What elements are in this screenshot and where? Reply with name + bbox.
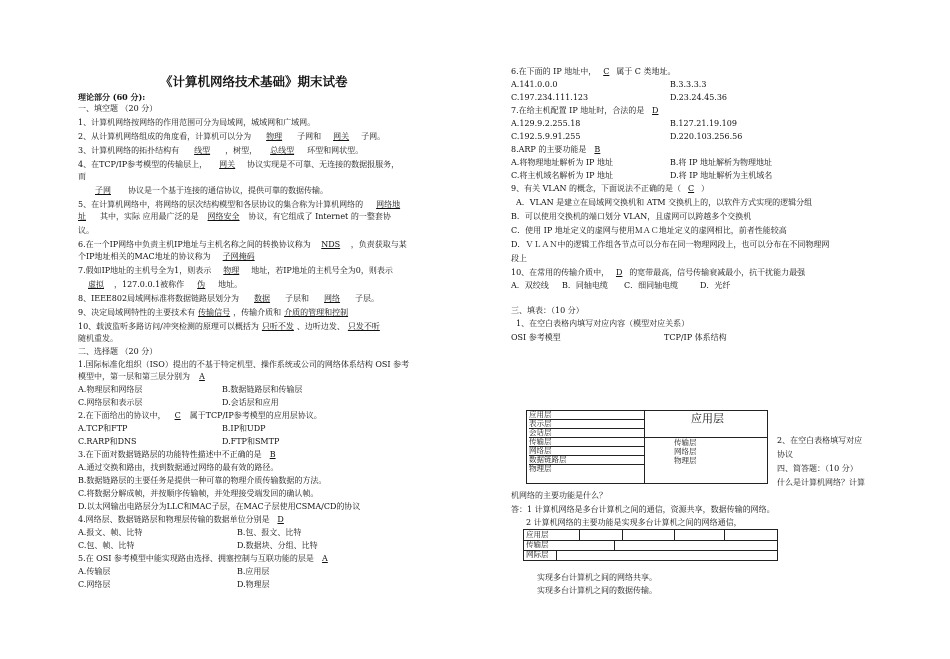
s2-q5-ans: A [322, 554, 328, 563]
s1-q6-ans2: 子网掩码 [222, 252, 255, 261]
r-q9-opt-a: A．VLAN 是建立在局域网交换机和 ATM 交换机上的，以软件方式实现的逻辑分组 [516, 198, 813, 207]
osi-layer-physical: 物理层 [529, 464, 552, 473]
s1-q9-text2: ，传输介质和 [233, 308, 282, 317]
tcpip-label: TCP/IP 体系结构 [664, 333, 727, 342]
s1-q5-zhi: 址 [78, 212, 86, 221]
tcp-layer-transport: 传输层 [674, 438, 697, 447]
r-q10-ans: D [615, 268, 623, 277]
s1-q4-text: 4、在TCP/IP参考模型的传输层上， [78, 160, 208, 169]
s1-q10-ans1: 只听不发 [261, 322, 294, 331]
s2-q3-opt-a: A.通过交换和路由，找到数据通过网络的最有效的路径。 [78, 463, 279, 472]
r-q7-opt-d: D.220.103.256.56 [670, 132, 743, 141]
s4-ans4: 实现多台计算机之间的数据传输。 [537, 586, 657, 595]
s1-q5-text3: 协议，有它组成了 Internet 的一整套协 [248, 212, 391, 221]
s1-q4-ans1: 网关 [219, 160, 236, 169]
r-q8-text: 8.ARP 的主要功能是 [511, 145, 587, 154]
s2-q4 [78, 515, 292, 525]
s1-q7-line2 [78, 280, 242, 290]
s1-q8-text3: 子层。 [355, 294, 380, 303]
s1-q3-ans2: 总线型 [270, 146, 295, 155]
s1-q8-ans1: 数据 [254, 294, 271, 303]
s2-q1-opt-a: A.物理层和网络层 [78, 385, 143, 394]
s1-q6-text3: 个IP地址相关的MAC地址的协议称为 [78, 252, 211, 261]
tcp-layer-network: 网络层 [674, 447, 697, 456]
s1-q7-text3: ，127.0.0.1被称作 [114, 280, 185, 289]
s4-q1b: 机网络的主要功能是什么？ [511, 491, 607, 500]
s2-q2 [78, 411, 322, 421]
page-title: 《计算机网络技术基础》期末试卷 [160, 74, 348, 89]
s1-q5-text: 5、在计算机网络中，将网络的层次结构模型和各层协议的集合称为计算机网络的 [78, 200, 364, 209]
section4-heading: 四、简答题：（10 分） [777, 464, 858, 473]
s1-q9-text: 9、决定局域网特性的主要技术有 [78, 308, 196, 317]
r-q6-text2: 属于 C 类地址。 [616, 67, 676, 76]
s1-line1: 1、计算机网络按网络的作用范围可分为局域网，城域网和广域网。 [78, 118, 316, 127]
s2-q1-opt-c: C.网络层和表示层 [78, 398, 143, 407]
s1-q8-ans2: 网络 [324, 294, 341, 303]
osi-layer-application: 应用层 [529, 411, 644, 420]
s1-q7-ans3: 伪 [197, 280, 206, 289]
s1-q4 [78, 160, 399, 170]
s2-q1-ans: A [199, 372, 205, 381]
s1-q2-text: 2、从计算机网络组成的角度看，计算机可以分为 [78, 132, 252, 141]
section1-heading: 一、填空题 （20 分） [78, 104, 158, 113]
s1-q2-ans2: 网关 [333, 132, 350, 141]
s1-q8-text: 8、IEEE802局域网标准将数据链路层划分为 [78, 294, 240, 303]
s1-q7 [78, 266, 393, 276]
s1-q4-ans2: 子网 [95, 186, 111, 195]
protocol-table [523, 529, 778, 561]
r-q9-text2: ） [701, 184, 710, 193]
r-q7-opt-c: C.192.5.9.91.255 [511, 132, 581, 141]
proto-row-internet: 网际层 [526, 550, 549, 559]
s1-q3-text: 3、计算机网络的拓扑结构有 [78, 146, 180, 155]
s1-q6-line2 [78, 252, 267, 262]
s1-q5 [78, 200, 413, 210]
r-q10-text2: 的宽带最高，信号传输衰减最小，抗干扰能力最强 [629, 268, 806, 277]
s3-q2-line1: 2、在空白表格填写对应 [777, 436, 863, 445]
s2-q4-opt-b: B.包、报文、比特 [237, 528, 302, 537]
s1-q3 [78, 146, 363, 156]
s2-q2-text2: 属于TCP/IP参考模型的应用层协议。 [189, 411, 322, 420]
s1-q3-ans1: 线型 [194, 146, 211, 155]
r-q6-opt-a: A.141.0.0.0 [511, 80, 558, 89]
r-q8 [511, 145, 608, 155]
s1-q5-line2 [78, 212, 391, 222]
s1-q7-text2: 地址，若IP地址的主机号全为0，则表示 [251, 266, 393, 275]
s2-q4-opt-a: A.报文、帧、比特 [78, 528, 143, 537]
s2-q4-ans: D [277, 515, 284, 524]
s1-q4-line2 [78, 186, 328, 196]
osi-layer-presentation: 表示层 [529, 420, 644, 429]
s4-ans1: 答：1 计算机网络是多台计算机之间的通信，资源共享，数据传输的网络。 [511, 505, 775, 514]
s2-q4-opt-d: D.数据块、分组、比特 [237, 541, 318, 550]
osi-layer-transport: 传输层 [529, 438, 644, 447]
s3-q2-line2: 协议 [777, 450, 793, 459]
r-q10 [511, 268, 805, 278]
r-q10-opt-a: A．双绞线 [511, 281, 549, 290]
s1-q10-text2: 、边听边发、 [296, 322, 345, 331]
s2-q5-opt-d: D.物理层 [237, 580, 270, 589]
section3-heading: 三、填表：（10 分） [511, 306, 584, 315]
r-q9-opt-c: C．使用 IP 地址定义的虚网与使用ＭＡＣ地址定义的虚网相比，前者性能较高 [511, 226, 787, 235]
r-q9-opt-b: B．可以使用交换机的端口划分 VLAN，且虚网可以跨越多个交换机 [511, 212, 752, 221]
s1-q4-er: 而 [78, 172, 86, 181]
s1-q10-text: 10、载波监听多路访问/冲突检测的原理可以概括为 [78, 322, 259, 331]
s2-q3-opt-c: C.将数据分解成帧，并按顺序传输帧，并处理接受端发回的确认帧。 [78, 489, 319, 498]
s2-q3-opt-b: B.数据链路层的主要任务是提供一种可靠的物理介质传输数据的方法。 [78, 476, 327, 485]
s1-q7-text4: 地址。 [218, 280, 243, 289]
s2-q2-opt-c: C.RARP和DNS [78, 437, 137, 446]
s2-q5-text: 5.在 OSI 参考模型中能实现路由选择、拥塞控制与互联功能的层是 [78, 554, 314, 563]
osi-model-label: OSI 参考模型 [511, 333, 561, 342]
s2-q5-opt-a: A.传输层 [78, 567, 111, 576]
s2-q5-opt-b: B.应用层 [237, 567, 270, 576]
r-q8-opt-a: A.将物理地址解析为 IP 地址 [511, 158, 613, 167]
s1-q9-ans2: 介质的管理和控制 [284, 308, 349, 317]
osi-layer-session: 会话层 [529, 429, 644, 438]
r-q7-opt-a: A.129.9.2.255.18 [511, 119, 581, 128]
r-q7-text: 7.在给主机配置 IP 地址时，合法的是 [511, 106, 645, 115]
r-q6-text: 6.在下面的 IP 地址中， [511, 67, 597, 76]
s2-q2-opt-d: D.FTP和SMTP [222, 437, 280, 446]
s1-q8 [78, 294, 379, 304]
s1-q6-ans1: NDS [321, 240, 341, 249]
s1-q7-ans1: 物理 [223, 266, 240, 275]
osi-layer-datalink: 数据链路层 [529, 456, 644, 465]
r-q6 [511, 67, 675, 77]
s1-q4-text2: 协议实现是不可靠、无连接的数据报服务， [247, 160, 400, 169]
s1-q5-ans1: 网络地 [376, 200, 401, 209]
r-q9-text: 9、有关 VLAN 的概念，下面说法不正确的是（ [511, 184, 682, 193]
s1-q6-text: 6.在一个IP网络中负责主机IP地址与主机名称之间的转换协议称为 [78, 240, 311, 249]
s2-q4-opt-c: C.包、帧、比特 [78, 541, 135, 550]
tcp-layer-application: 应用层 [691, 412, 724, 425]
osi-table [526, 410, 768, 484]
r-q9-opt-d2: 段上 [511, 254, 527, 263]
s2-q3 [78, 450, 284, 460]
s2-q5 [78, 554, 336, 564]
theory-heading: 理论部分 (60 分): [78, 92, 146, 102]
s4-ans2: 2 计算机网络的主要功能是实现多台计算机之间的网络通信， [526, 518, 742, 527]
s2-q1-opt-b: B.数据链路层和传输层 [222, 385, 303, 394]
s1-q2-suffix1: 子网和 [297, 132, 322, 141]
s2-q5-opt-c: C.网络层 [78, 580, 111, 589]
s1-q4-text3: 协议是一个基于连接的通信协议，提供可靠的数据传输。 [128, 186, 328, 195]
s1-q3-suffix: 环型和网状型。 [307, 146, 364, 155]
r-q8-opt-b: B.将 IP 地址解析为物理地址 [670, 158, 773, 167]
osi-layer-network: 网络层 [529, 447, 644, 456]
s2-q1-text: 1.国际标准化组织（ISO）提出的不基于特定机型、操作系统或公司的网络体系结构 OSI 参考 [78, 360, 410, 369]
r-q10-opt-b: B．同轴电缆 [562, 281, 608, 290]
s1-q10-line2: 随机重发。 [78, 334, 118, 343]
r-q6-opt-d: D.23.24.45.36 [670, 93, 728, 102]
s2-q2-text: 2.在下面给出的协议中， [78, 411, 166, 420]
s1-q6 [78, 240, 407, 250]
r-q6-opt-b: B.3.3.3.3 [670, 80, 707, 89]
r-q7-opt-b: B.127.21.19.109 [670, 119, 737, 128]
s2-q2-opt-a: A.TCP和FTP [78, 424, 128, 433]
s1-q2-ans1: 物理 [266, 132, 283, 141]
r-q9-opt-d: D．ＶＬＡＮ中的逻辑工作组各节点可以分布在同一物理网段上，也可以分布在不同物理网 [511, 240, 830, 249]
s2-q1-line2 [78, 372, 214, 382]
s1-q7-text: 7.假如IP地址的主机号全为1，则表示 [78, 266, 212, 275]
s4-ans3: 实现多台计算机之间的网络共享。 [537, 573, 657, 582]
s1-q9 [78, 308, 351, 318]
s2-q4-text: 4.网络层、数据链路层和物理层传输的数据单位分别是 [78, 515, 270, 524]
s1-q5-text2: 其中，实际 应用最广泛的是 [100, 212, 199, 221]
s1-q5-line3: 议。 [78, 226, 94, 235]
s1-q6-text2: ，负责获取与某 [350, 240, 407, 249]
s2-q3-text: 3.在下面对数据链路层的功能特性描述中不正确的是 [78, 450, 262, 459]
r-q8-opt-d: D.将 IP 地址解析为主机域名 [670, 171, 773, 180]
s2-q3-ans: B [269, 450, 276, 459]
section2-heading: 二、选择题 （20 分） [78, 347, 158, 356]
s1-q3-sep: ，树型， [225, 146, 258, 155]
r-q10-opt-c: C．细同轴电缆 [624, 281, 679, 290]
s4-q1: 什么是计算机网络？计算 [777, 478, 865, 487]
s1-q2 [78, 132, 385, 142]
s1-q10 [78, 322, 383, 332]
r-q6-opt-c: C.197.234.111.123 [511, 93, 589, 102]
r-q9-ans: C [687, 184, 695, 193]
r-q10-opt-d: D．光纤 [700, 281, 731, 290]
s3-q1: 1、在空白表格内填写对应内容（模型对应关系） [516, 319, 690, 328]
proto-row-transport: 传输层 [526, 540, 549, 549]
r-q7-ans: D [652, 106, 659, 115]
s2-q1-opt-d: D.会话层和应用 [222, 398, 279, 407]
s2-q2-opt-b: B.IP和UDP [222, 424, 266, 433]
r-q7 [511, 106, 666, 116]
proto-row-application: 应用层 [526, 530, 549, 539]
r-q6-ans: C [603, 67, 610, 76]
r-q8-ans: B [594, 145, 601, 154]
s2-q2-ans: C [174, 411, 181, 420]
tcp-layer-physical: 物理层 [674, 456, 697, 465]
s1-q2-suffix2: 子网。 [361, 132, 386, 141]
r-q8-opt-c: C.将主机域名解析为 IP 地址 [511, 171, 614, 180]
s2-q1-text2: 模型中，第一层和第三层分别为 [78, 372, 190, 381]
s2-q3-opt-d: D.以太网输出电路层分为LLC和MAC子层，在MAC子层使用CSMA/CD的协议 [78, 502, 361, 511]
s1-q7-ans2: 虚拟 [88, 280, 104, 289]
s1-q8-text2: 子层和 [285, 294, 310, 303]
r-q10-text: 10、在常用的传输介质中， [511, 268, 610, 277]
r-q9 [511, 184, 709, 194]
s1-q5-ans2: 网络安全 [207, 212, 240, 221]
s1-q9-ans1: 传输信号 [198, 308, 231, 317]
s1-q10-ans2: 只发不听 [347, 322, 380, 331]
